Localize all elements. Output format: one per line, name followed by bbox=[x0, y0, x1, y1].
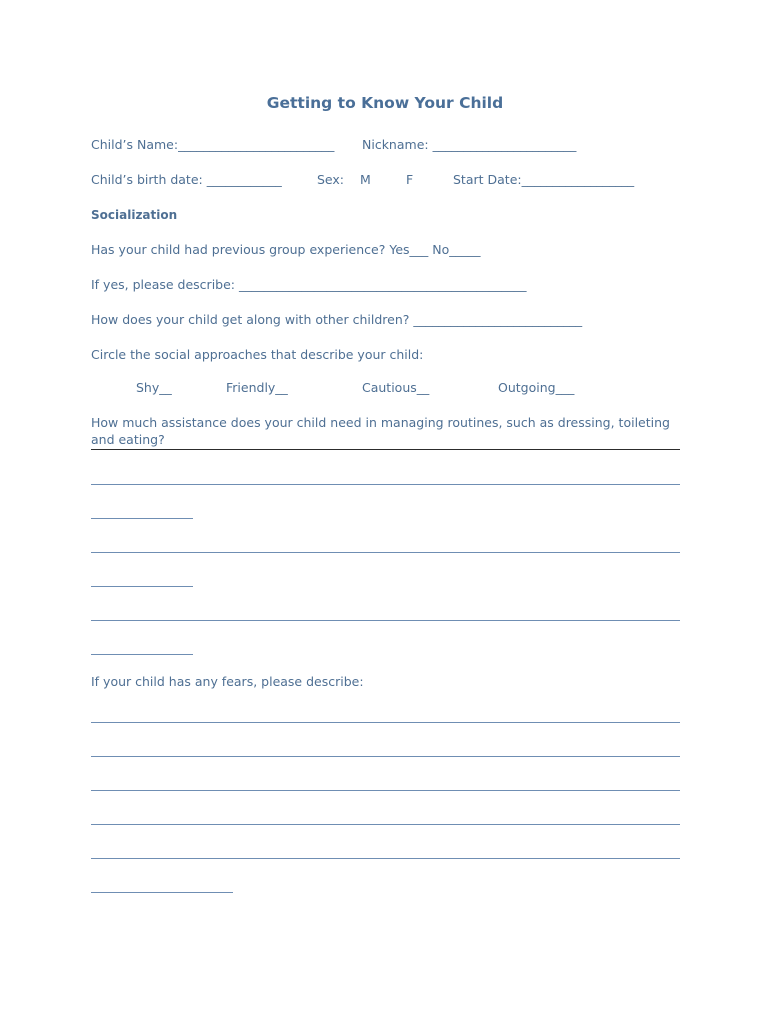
describe-experience-field[interactable]: If yes, please describe: ______________________________________________ bbox=[91, 277, 527, 292]
nickname-field[interactable]: Nickname: _______________________ bbox=[362, 137, 577, 152]
answer-line[interactable] bbox=[91, 586, 193, 587]
approach-option-shy[interactable]: Shy__ bbox=[136, 380, 172, 395]
start-date-field[interactable]: Start Date:__________________ bbox=[453, 172, 635, 187]
divider-rule bbox=[91, 449, 680, 450]
answer-line[interactable] bbox=[91, 654, 193, 655]
page-title: Getting to Know Your Child bbox=[266, 94, 504, 112]
approach-option-outgoing[interactable]: Outgoing___ bbox=[498, 380, 575, 395]
fears-question: If your child has any fears, please describe: bbox=[91, 674, 364, 689]
sex-option-m[interactable]: M bbox=[360, 172, 371, 187]
answer-line[interactable] bbox=[91, 518, 193, 519]
answer-line[interactable] bbox=[91, 892, 233, 893]
approach-option-cautious[interactable]: Cautious__ bbox=[362, 380, 430, 395]
approach-option-friendly[interactable]: Friendly__ bbox=[226, 380, 288, 395]
assistance-question: How much assistance does your child need in managing routines, such as dressing, toileting and eating? bbox=[91, 415, 670, 447]
group-experience-question[interactable]: Has your child had previous group experience? Yes___ No_____ bbox=[91, 242, 481, 257]
answer-line[interactable] bbox=[91, 722, 680, 723]
answer-line[interactable] bbox=[91, 484, 680, 485]
birth-date-field[interactable]: Child’s birth date: ____________ bbox=[91, 172, 282, 187]
sex-label: Sex: bbox=[317, 172, 345, 187]
section-heading-socialization: Socialization bbox=[91, 208, 178, 222]
childs-name-field[interactable]: Child’s Name:_________________________ bbox=[91, 137, 335, 152]
social-approaches-prompt: Circle the social approaches that describe your child: bbox=[91, 347, 424, 362]
answer-line[interactable] bbox=[91, 552, 680, 553]
answer-line[interactable] bbox=[91, 620, 680, 621]
answer-line[interactable] bbox=[91, 824, 680, 825]
answer-line[interactable] bbox=[91, 756, 680, 757]
answer-line[interactable] bbox=[91, 858, 680, 859]
get-along-question[interactable]: How does your child get along with other children? ___________________________ bbox=[91, 312, 583, 327]
sex-option-f[interactable]: F bbox=[406, 172, 414, 187]
answer-line[interactable] bbox=[91, 790, 680, 791]
